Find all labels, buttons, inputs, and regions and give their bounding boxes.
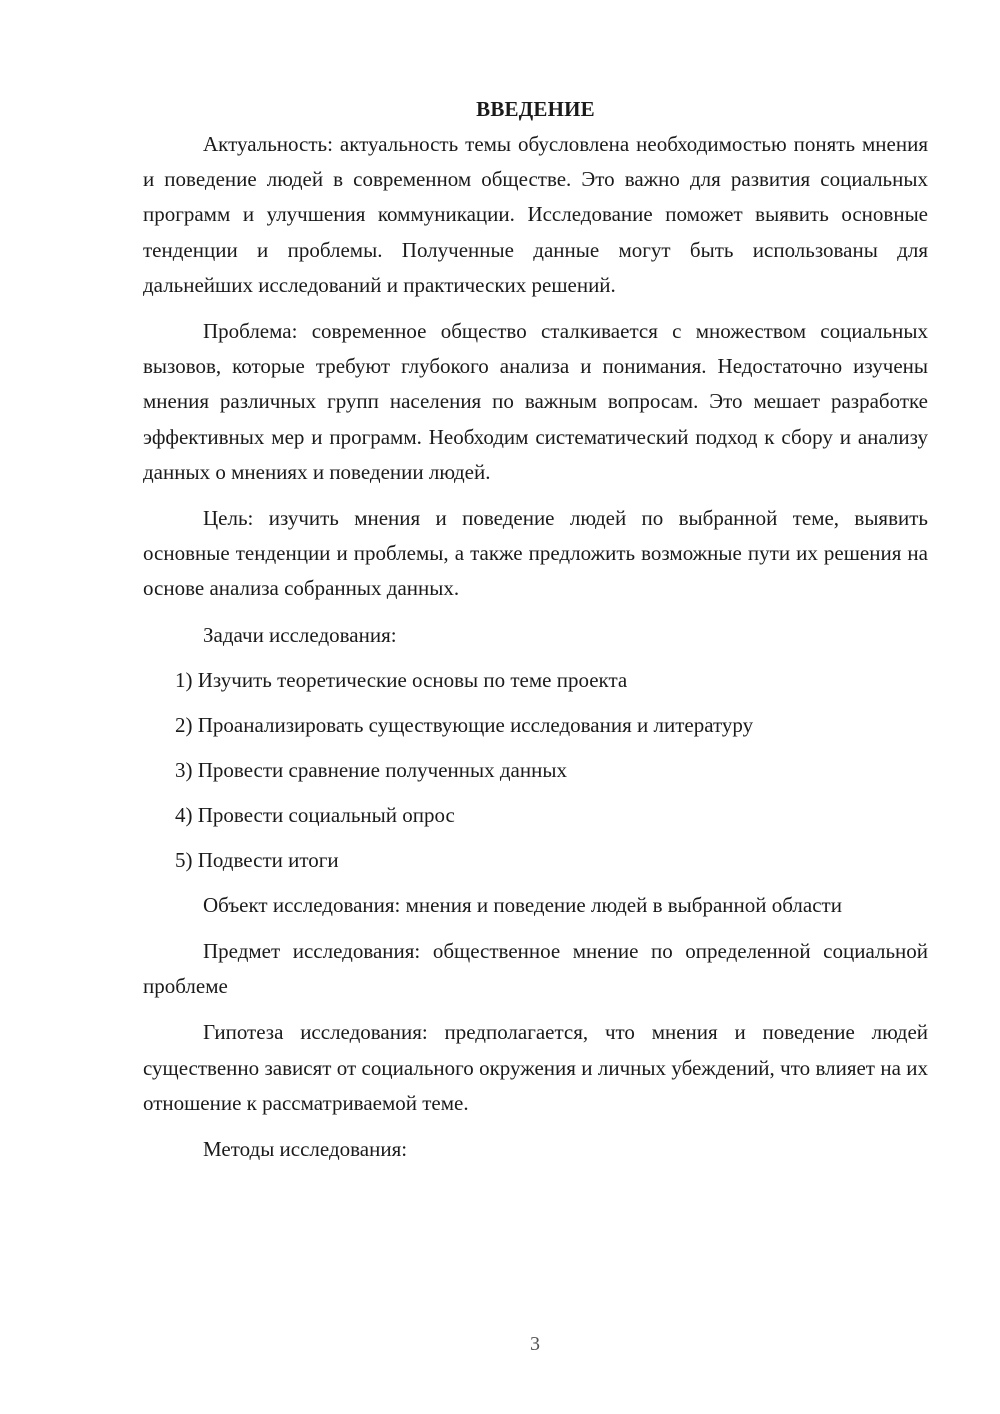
section-heading: ВВЕДЕНИЕ bbox=[476, 97, 595, 121]
relevance-paragraph: Актуальность: актуальность темы обусловлена необходимостью понять мнения и поведение людей в современном обществе. Это важно для развития социальных программ и улучшения коммуникации. Исследование поможет выявить основные тенденции и проблемы. Полученные данные могут быть использованы для дальнейших исследований и практических решений. bbox=[143, 132, 928, 297]
object-paragraph: Объект исследования: мнения и поведение людей в выбранной области bbox=[203, 892, 842, 917]
list-item: 3) Провести сравнение полученных данных bbox=[175, 757, 567, 782]
list-item: 5) Подвести итоги bbox=[175, 847, 339, 872]
list-item: 1) Изучить теоретические основы по теме проекта bbox=[175, 667, 628, 692]
tasks-title: Задачи исследования: bbox=[203, 622, 397, 647]
hypothesis-paragraph: Гипотеза исследования: предполагается, что мнения и поведение людей существенно зависят от социального окружения и личных убеждений, что влияет на их отношение к рассматриваемой теме. bbox=[143, 1020, 928, 1115]
tasks-list bbox=[143, 663, 928, 878]
list-item: 4) Провести социальный опрос bbox=[175, 802, 455, 827]
page-number: 3 bbox=[530, 1333, 540, 1355]
document-page bbox=[143, 92, 928, 1178]
goal-paragraph: Цель: изучить мнения и поведение людей по выбранной теме, выявить основные тенденции и проблемы, а также предложить возможные пути их решения на основе анализа собранных данных. bbox=[143, 506, 928, 601]
methods-paragraph: Методы исследования: bbox=[203, 1137, 408, 1162]
list-item: 2) Проанализировать существующие исследования и литературу bbox=[175, 712, 754, 737]
problem-paragraph: Проблема: современное общество сталкивается с множеством социальных вызовов, которые требуют глубокого анализа и понимания. Недостаточно изучены мнения различных групп населения по важным вопросам. Это мешает разработке эффективных мер и программ. Необходим систематический подход к сбору и анализу данных о мнениях и поведении людей. bbox=[143, 319, 928, 484]
subject-paragraph: Предмет исследования: общественное мнение по определенной социальной проблеме bbox=[143, 939, 928, 999]
